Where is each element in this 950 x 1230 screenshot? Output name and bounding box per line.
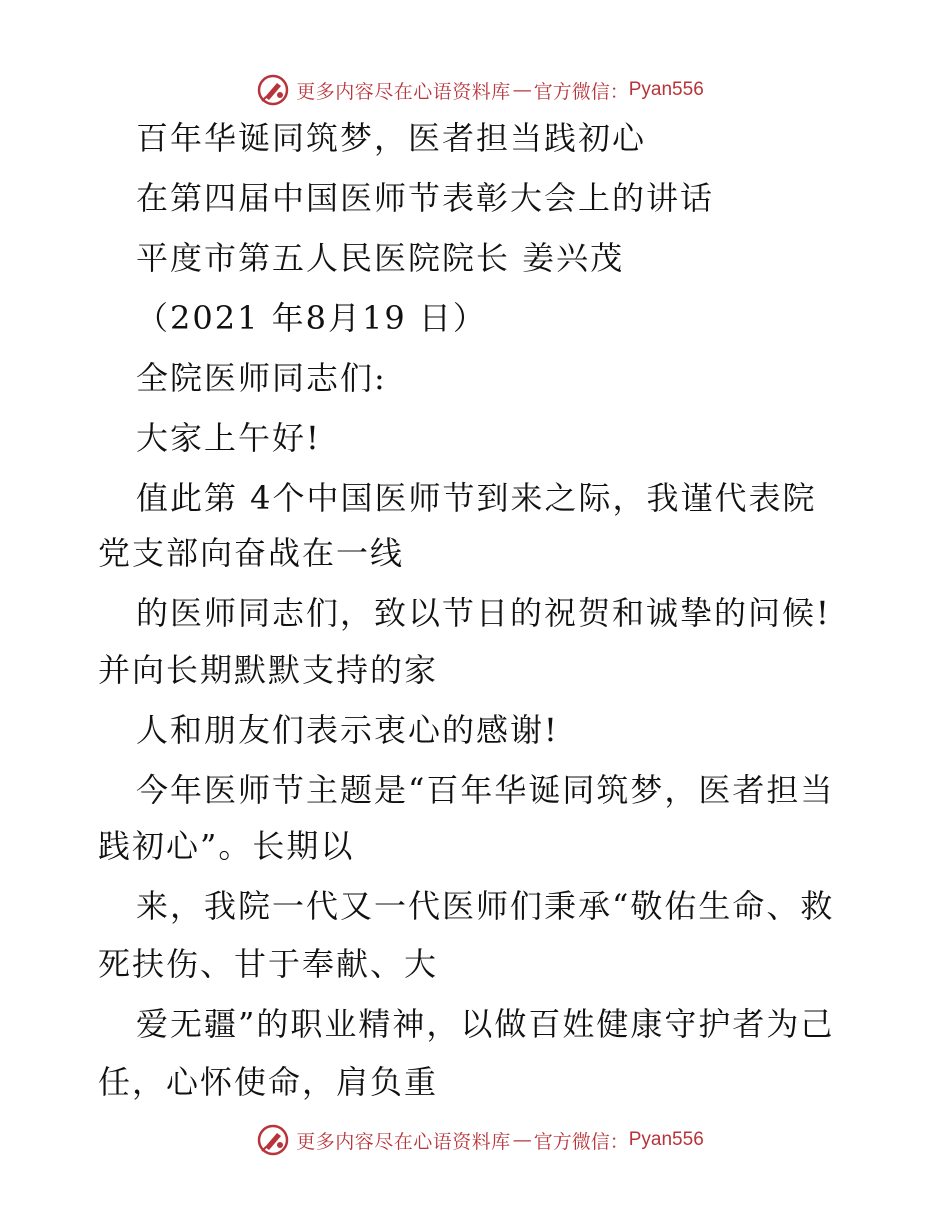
date-line: （2021 年8月19 日） [136,299,487,337]
body-line: 爱无疆”的职业精神，以做百姓健康守护者为己 [136,1005,835,1043]
footer-watermark-inner [256,1123,704,1157]
pen-seal-logo-icon [256,1123,290,1157]
banner-wechat-label: 官方微信： [533,1130,629,1153]
footer-watermark-banner [0,1120,950,1160]
speaker-line: 平度市第五人民医院院长 姜兴茂 [136,239,625,277]
banner-wechat-label: 官方微信： [533,80,629,103]
body-line: 党支部向奋战在一线 [98,534,405,572]
document-title: 百年华诞同筑梦，医者担当践初心 [136,119,647,157]
body-line: 今年医师节主题是“百年华诞同筑梦，医者担当 [136,771,835,809]
body-line: 的医师同志们，致以节日的祝贺和诚挚的问候! [136,594,831,632]
body-line: 并向长期默默支持的家 [98,651,439,689]
body-line: 任，心怀使命，肩负重 [98,1063,439,1101]
header-watermark-banner [0,70,950,110]
body-line: 值此第 4个中国医师节到来之际，我谨代表院 [136,479,817,517]
banner-text: 更多内容尽在心语资料库 [296,80,511,103]
body-line: 来，我院一代又一代医师们秉承“敬佑生命、救 [136,887,835,925]
pen-seal-logo-icon [256,73,290,107]
banner-text: 更多内容尽在心语资料库 [296,1130,511,1153]
banner-wechat-id: Pyan556 [628,79,704,100]
body-line: 死扶伤、甘于奉献、大 [98,945,439,983]
salutation-line: 全院医师同志们: [136,359,387,397]
banner-wechat-id: Pyan556 [628,1129,704,1150]
header-watermark-inner [256,73,704,107]
document-subtitle: 在第四届中国医师节表彰大会上的讲话 [136,179,715,217]
body-line: 人和朋友们表示衷心的感谢! [136,711,559,749]
banner-separator: — [512,1129,532,1151]
body-line: 践初心”。长期以 [98,827,355,865]
banner-separator: — [512,79,532,101]
greeting-line: 大家上午好! [136,419,321,457]
